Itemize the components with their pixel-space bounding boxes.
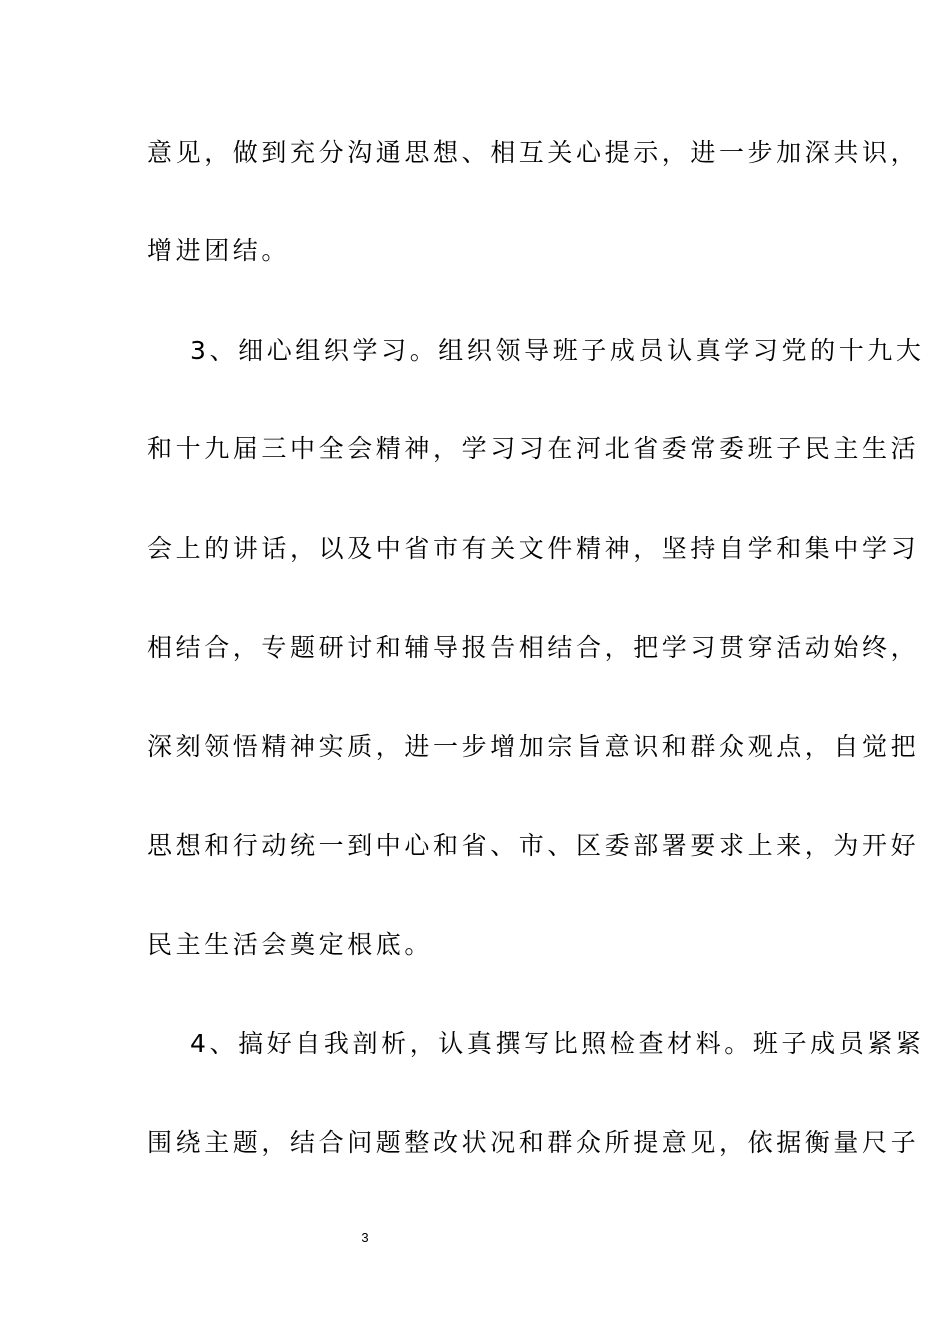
text-line: 增进团结。 (147, 236, 291, 265)
text-line: 和十九届三中全会精神，学习习在河北省委常委班子民主生活 (147, 434, 920, 463)
paragraph-start-line: 3、细心组织学习。组织领导班子成员认真学习党的十九大 (190, 336, 925, 365)
text-line: 意见，做到充分沟通思想、相互关心提示，进一步加深共识， (147, 138, 920, 167)
text-line: 相结合，专题研讨和辅导报告相结合，把学习贯穿活动始终， (147, 633, 920, 662)
text-line: 围绕主题，结合问题整改状况和群众所提意见，依据衡量尺子 (147, 1128, 920, 1157)
text-line: 民主生活会奠定根底。 (147, 930, 434, 959)
text-line: 思想和行动统一到中心和省、市、区委部署要求上来，为开好 (147, 831, 920, 860)
paragraph-start-line: 4、搞好自我剖析，认真撰写比照检查材料。班子成员紧紧 (190, 1029, 925, 1058)
text-line: 深刻领悟精神实质，进一步增加宗旨意识和群众观点，自觉把 (147, 732, 920, 761)
text-line: 会上的讲话，以及中省市有关文件精神，坚持自学和集中学习 (147, 534, 920, 563)
page-number: 3 (361, 1230, 369, 1245)
